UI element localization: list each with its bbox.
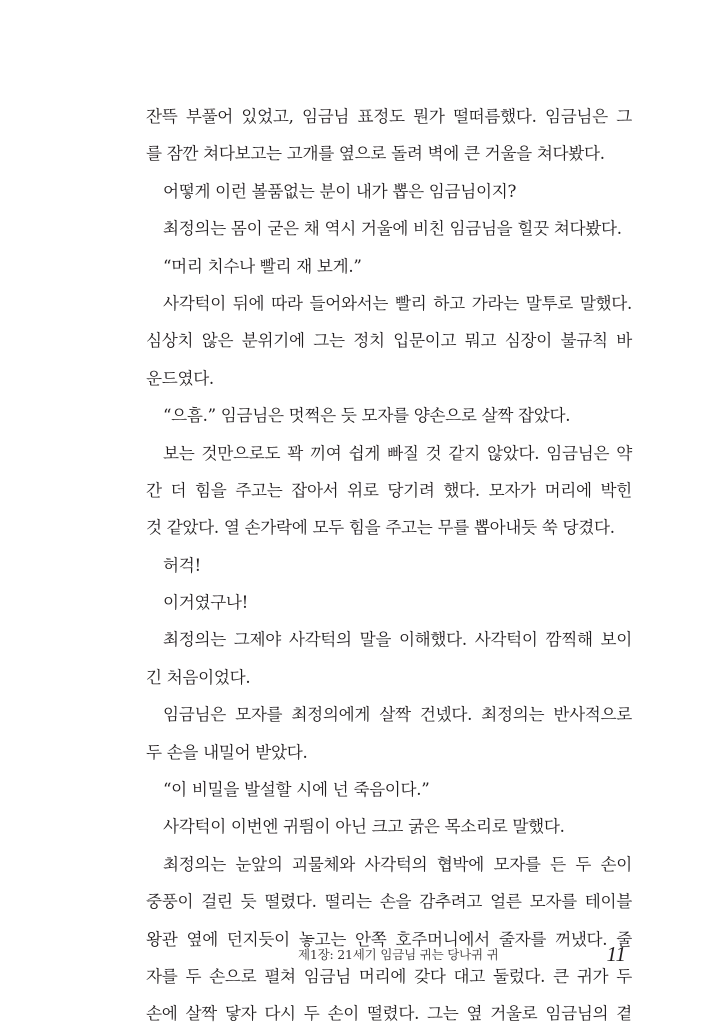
text-line: 임금님은 모자를 최정의에게 살짝 건넸다. 최정의는 반사적으로 bbox=[163, 705, 632, 725]
text-line: 사각턱이 이번엔 귀띔이 아닌 크고 굵은 목소리로 말했다. bbox=[163, 817, 565, 837]
text-line: 이거였구나! bbox=[163, 593, 249, 613]
text-line: 를 잠깐 쳐다보고는 고개를 옆으로 돌려 벽에 큰 거울을 쳐다봤다. bbox=[146, 144, 605, 164]
text-line: 자를 두 손으로 펼쳐 임금님 머리에 갖다 대고 둘렀다. 큰 귀가 두 bbox=[146, 966, 632, 986]
text-line: 허걱! bbox=[163, 555, 201, 575]
text-line: 것 같았다. 열 손가락에 모두 힘을 주고는 무를 뽑아내듯 쑥 당겼다. bbox=[146, 518, 615, 538]
text-line: 손에 살짝 닿자 다시 두 손이 떨렸다. 그는 옆 거울로 임금님의 곁 bbox=[146, 1004, 632, 1024]
running-head: 제1장: 21세기 임금님 귀는 당나귀 귀 bbox=[298, 947, 499, 962]
text-line: 잔뜩 부풀어 있었고, 임금님 표정도 뭔가 떨떠름했다. 임금님은 그 bbox=[146, 107, 632, 126]
text-line: 최정의는 그제야 사각턱의 말을 이해했다. 사각턱이 깜찍해 보이 bbox=[163, 630, 632, 650]
text-line: 두 손을 내밀어 받았다. bbox=[146, 742, 308, 762]
text-line: “으흠.” 임금님은 멋쩍은 듯 모자를 양손으로 살짝 잡았다. bbox=[163, 406, 571, 426]
page-number: 11 bbox=[606, 942, 626, 966]
body-text bbox=[146, 98, 632, 1033]
text-line: 긴 처음이었다. bbox=[146, 667, 251, 687]
page-footer bbox=[0, 943, 721, 967]
text-line: 최정의는 눈앞의 괴물체와 사각턱의 협박에 모자를 든 두 손이 bbox=[163, 854, 632, 874]
text-line: 왕관 옆에 던지듯이 놓고는 안쪽 호주머니에서 줄자를 꺼냈다. 줄 bbox=[146, 929, 632, 949]
text-line: 최정의는 몸이 굳은 채 역시 거울에 비친 임금님을 힐끗 쳐다봤다. bbox=[163, 219, 622, 239]
text-line: 중풍이 걸린 듯 떨렸다. 떨리는 손을 감추려고 얼른 모자를 테이블 bbox=[146, 892, 632, 912]
text-line: “머리 치수나 빨리 재 보게.” bbox=[163, 256, 362, 276]
text-line: 간 더 힘을 주고는 잡아서 위로 당기려 했다. 모자가 머리에 박힌 bbox=[146, 480, 632, 500]
text-line: 어떻게 이런 볼품없는 분이 내가 뽑은 임금님이지? bbox=[163, 181, 517, 201]
text-line: “이 비밀을 발설할 시에 넌 죽음이다.” bbox=[163, 780, 430, 800]
text-line: 운드였다. bbox=[146, 368, 214, 388]
text-line: 사각턱이 뒤에 따라 들어와서는 빨리 하고 가라는 말투로 말했다. bbox=[163, 293, 632, 313]
text-line: 심상치 않은 분위기에 그는 정치 입문이고 뭐고 심장이 불규칙 바 bbox=[146, 331, 632, 351]
text-line: 보는 것만으로도 꽉 끼여 쉽게 빠질 것 같지 않았다. 임금님은 약 bbox=[163, 443, 632, 463]
